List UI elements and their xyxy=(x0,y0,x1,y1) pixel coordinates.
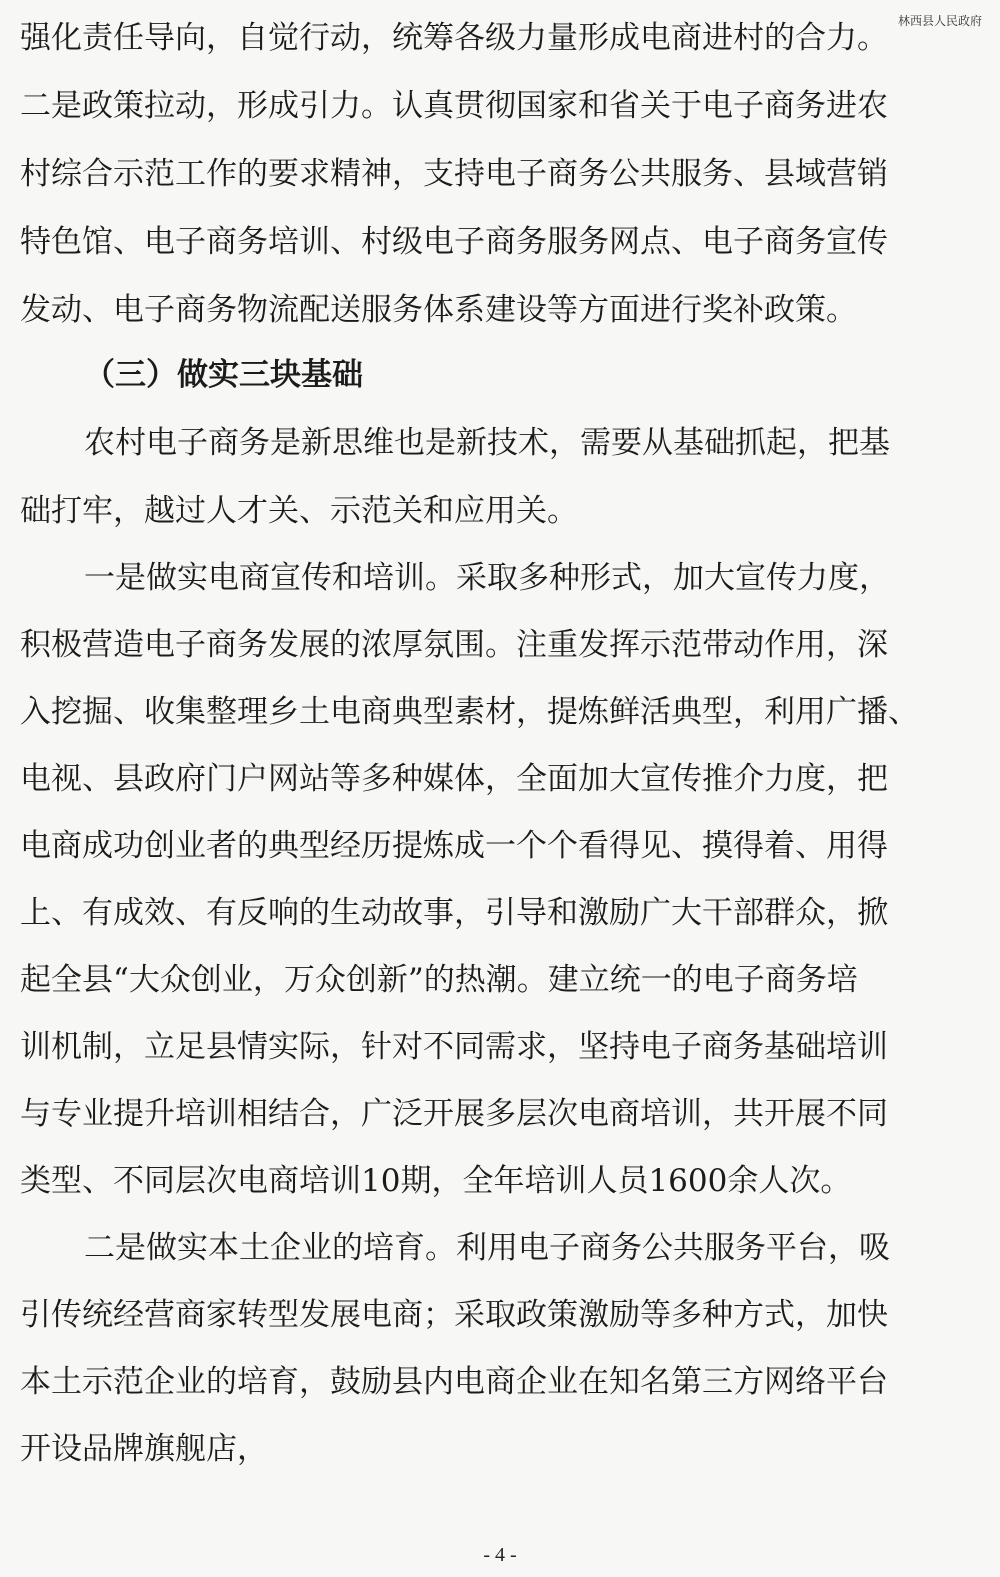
text-line: 入挖掘、收集整理乡土电商典型素材，提炼鲜活典型，利用广播、 xyxy=(20,694,919,730)
text-line: 电视、县政府门户网站等多种媒体，全面加大宣传推介力度，把 xyxy=(20,761,888,797)
text-line: 积极营造电子商务发展的浓厚氛围。注重发挥示范带动作用，深 xyxy=(20,627,888,663)
text-line: 电商成功创业者的典型经历提炼成一个个看得见、摸得着、用得 xyxy=(20,828,888,864)
page-number: - 4 - xyxy=(483,1544,517,1566)
text-line: 强化责任导向，自觉行动，统筹各级力量形成电商进村的合力。 xyxy=(20,20,888,56)
text-line: 训机制，立足县情实际，针对不同需求，坚持电子商务基础培训 xyxy=(20,1029,888,1065)
text-line: 类型、不同层次电商培训10期，全年培训人员1600余人次。 xyxy=(20,1163,852,1199)
text-line: 一是做实电商宣传和培训。采取多种形式，加大宣传力度， xyxy=(84,560,890,596)
text-line: 特色馆、电子商务培训、村级电子商务服务网点、电子商务宣传 xyxy=(20,224,888,260)
text-line: 二是政策拉动，形成引力。认真贯彻国家和省关于电子商务进农 xyxy=(20,88,888,124)
text-line: 村综合示范工作的要求精神，支持电子商务公共服务、县域营销 xyxy=(20,156,888,192)
text-line: 发动、电子商务物流配送服务体系建设等方面进行奖补政策。 xyxy=(20,292,857,328)
text-line: 本土示范企业的培育，鼓励县内电商企业在知名第三方网络平台 xyxy=(20,1364,888,1400)
text-line: 与专业提升培训相结合，广泛开展多层次电商培训，共开展不同 xyxy=(20,1096,888,1132)
text-line: 二是做实本土企业的培育。利用电子商务公共服务平台，吸 xyxy=(84,1230,890,1266)
text-line: 起全县“大众创业，万众创新”的热潮。建立统一的电子商务培 xyxy=(20,962,858,998)
text-line: 开设品牌旗舰店， xyxy=(20,1431,268,1467)
section-heading: （三）做实三块基础 xyxy=(84,357,363,393)
text-line: 上、有成效、有反响的生动故事，引导和激励广大干部群众，掀 xyxy=(20,895,888,931)
text-line: 农村电子商务是新思维也是新技术，需要从基础抓起，把基 xyxy=(84,425,890,461)
text-line: 引传统经营商家转型发展电商；采取政策激励等多种方式，加快 xyxy=(20,1297,888,1333)
text-line: 础打牢，越过人才关、示范关和应用关。 xyxy=(20,493,578,529)
watermark-text: 林西县人民政府 xyxy=(897,14,982,28)
